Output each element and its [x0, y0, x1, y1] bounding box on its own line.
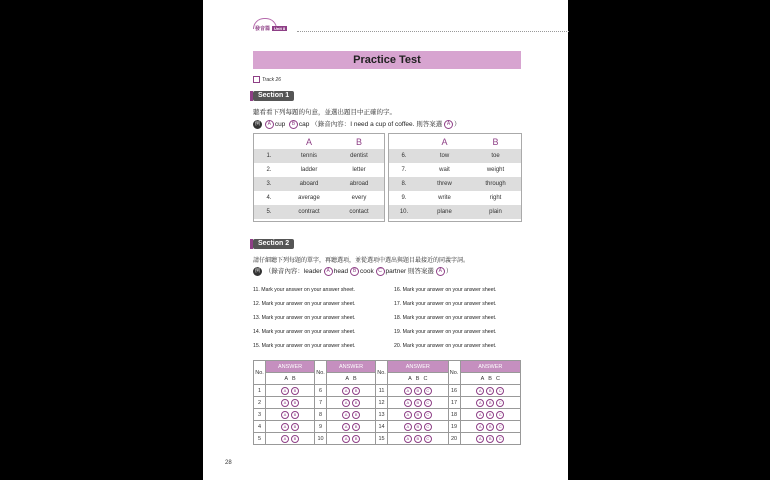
answer-bubble[interactable]: B	[291, 423, 299, 431]
answer-label: ANSWER	[460, 361, 520, 373]
word-b: plain	[470, 205, 521, 219]
answer-bubble[interactable]: C	[424, 411, 432, 419]
header-blank	[254, 134, 284, 149]
word-a: contract	[284, 205, 334, 219]
item-number: 4.	[266, 195, 272, 201]
word-b: contact	[334, 205, 384, 219]
column-b-header: B	[355, 136, 362, 147]
answer-bubble[interactable]: A	[476, 387, 484, 395]
answer-header-row	[254, 361, 521, 373]
question-item: 13. Mark your answer on your answer sheet.	[253, 315, 356, 321]
section-1-instruction: 聽看看下列每題的句意，並選出題目中正確的字。	[253, 109, 396, 116]
answer-options-row	[254, 373, 521, 385]
answer-number: 11	[376, 385, 388, 397]
answer-number: 2	[254, 397, 266, 409]
answer-number: 7	[315, 397, 327, 409]
answer-bubbles	[327, 421, 376, 433]
answer-bubble[interactable]: B	[486, 387, 494, 395]
vocab-row	[254, 149, 384, 163]
answer-bubble[interactable]: A	[342, 399, 350, 407]
example-a-text: head	[333, 268, 349, 275]
answer-number: 1	[254, 385, 266, 397]
word-b: abroad	[334, 177, 384, 191]
answer-bubbles	[388, 433, 448, 445]
answer-label: ANSWER	[388, 361, 448, 373]
column-a-header: A	[441, 136, 448, 147]
header-label: 發音篇	[255, 26, 271, 32]
answer-bubbles	[388, 421, 448, 433]
answer-bubble[interactable]: A	[281, 411, 289, 419]
item-number: 5.	[254, 205, 284, 219]
item-number: 8.	[389, 177, 419, 191]
answer-row	[254, 385, 521, 397]
option-letter: A	[480, 375, 485, 382]
track-text: Track 26	[262, 76, 282, 83]
answer-bubble[interactable]: A	[404, 423, 412, 431]
section-2-instruction: 請仔細聽下列每題的單字，再聽選項，並從選項中選出與題目最接近的同義字詞。	[253, 258, 470, 264]
answer-bubbles	[266, 409, 315, 421]
no-label: No.	[448, 361, 460, 385]
vocab-row	[254, 205, 384, 219]
answer-bubbles	[266, 397, 315, 409]
header-dotted-line	[297, 31, 569, 32]
answer-bubble[interactable]: A	[404, 399, 412, 407]
no-label: No.	[376, 361, 388, 385]
section-2-example	[253, 266, 452, 276]
vocab-row	[389, 191, 521, 205]
answer-bubble[interactable]: A	[404, 411, 412, 419]
answer-number: 19	[448, 421, 460, 433]
option-b-icon: B	[350, 267, 359, 276]
answer-bubbles	[327, 385, 376, 397]
answer-bubble[interactable]: A	[404, 435, 412, 443]
item-number: 1.	[254, 149, 284, 163]
option-letter: B	[488, 375, 492, 382]
example-icon: 例	[254, 120, 260, 127]
answer-number: 12	[376, 397, 388, 409]
answer-bubbles	[266, 421, 315, 433]
answer-number: 5	[254, 433, 266, 445]
answer-row	[254, 397, 521, 409]
answer-bubble[interactable]: A	[476, 435, 484, 443]
page-title: Practice Test	[253, 51, 521, 69]
option-letter: B	[292, 375, 296, 382]
answer-bubble[interactable]: B	[352, 387, 360, 395]
example-recording-text: （錄音內容：leader	[264, 268, 322, 275]
answer-bubbles	[388, 409, 448, 421]
vocab-table-right	[389, 134, 521, 219]
vocab-row	[254, 163, 384, 177]
word-b: dentist	[334, 149, 384, 163]
answer-bubble[interactable]: B	[414, 411, 422, 419]
question-item: 17. Mark your answer on your answer sheet.	[394, 301, 497, 307]
answer-bubbles	[460, 433, 520, 445]
question-item: 12. Mark your answer on your answer sheet.	[253, 301, 356, 307]
vocab-row	[389, 177, 521, 191]
audio-track-icon	[253, 76, 260, 83]
question-item: 16. Mark your answer on your answer sheet.	[394, 287, 497, 293]
word-a: plane	[419, 205, 470, 219]
column-b-header: B	[492, 136, 499, 147]
word-a: tow	[419, 149, 470, 163]
answer-bubble[interactable]: C	[424, 435, 432, 443]
section-2-heading: Section 2	[253, 239, 294, 249]
word-a: wait	[439, 167, 450, 173]
option-letter: C	[495, 375, 500, 382]
answer-number: 15	[376, 433, 388, 445]
answer-bubbles	[460, 385, 520, 397]
answer-bubbles	[327, 433, 376, 445]
page-number: 28	[225, 460, 232, 466]
answer-bubble[interactable]: A	[281, 399, 289, 407]
word-a: ladder	[300, 167, 318, 173]
word-b: every	[351, 195, 367, 201]
question-item: 20. Mark your answer on your answer sheet.	[394, 343, 497, 349]
vocab-row	[254, 191, 384, 205]
word-b: weight	[486, 167, 505, 173]
answer-bubble[interactable]: B	[414, 387, 422, 395]
option-letter: A	[345, 375, 350, 382]
header-blank	[389, 134, 419, 149]
answer-number: 9	[315, 421, 327, 433]
answer-bubble[interactable]: A	[281, 387, 289, 395]
answer-bubbles	[327, 409, 376, 421]
answer-label: ANSWER	[327, 361, 376, 373]
answer-row	[254, 421, 521, 433]
option-letters	[327, 373, 376, 385]
unit-badge: Unit 8	[274, 26, 286, 31]
vocab-header-row	[389, 134, 521, 149]
answer-bubbles	[388, 385, 448, 397]
answer-label: ANSWER	[266, 361, 315, 373]
answer-bubble[interactable]: B	[291, 387, 299, 395]
answer-number: 6	[315, 385, 327, 397]
answer-number: 10	[315, 433, 327, 445]
answer-bubbles	[266, 433, 315, 445]
answer-bubbles	[327, 397, 376, 409]
word-b: letter	[352, 167, 366, 173]
word-a: aboard	[284, 177, 334, 191]
answer-bubble[interactable]: C	[496, 435, 504, 443]
answer-number: 20	[448, 433, 460, 445]
answer-bubble[interactable]: B	[291, 435, 299, 443]
question-item: 18. Mark your answer on your answer sheet.	[394, 315, 497, 321]
option-letter: A	[408, 375, 412, 382]
answer-bubble[interactable]: B	[352, 411, 360, 419]
track-label	[253, 76, 281, 83]
answer-bubble[interactable]: A	[476, 411, 484, 419]
option-letter: A	[284, 375, 289, 382]
answer-bubble[interactable]: B	[291, 399, 299, 407]
answer-a-icon: A	[436, 267, 445, 276]
word-a: write	[438, 195, 451, 201]
answer-number: 18	[448, 409, 460, 421]
answer-bubble[interactable]: C	[496, 411, 504, 419]
option-b-icon: B	[289, 120, 298, 129]
vocab-table-left	[254, 134, 384, 219]
no-label: No.	[315, 361, 327, 385]
option-a-icon: A	[265, 120, 274, 129]
answer-bubble[interactable]: A	[342, 387, 350, 395]
answer-bubble[interactable]: C	[424, 399, 432, 407]
answer-bubbles	[460, 421, 520, 433]
column-a-header: A	[305, 136, 312, 147]
answer-number: 8	[315, 409, 327, 421]
answer-bubble[interactable]: A	[342, 423, 350, 431]
example-a-text: cup	[274, 121, 286, 128]
answer-number: 3	[254, 409, 266, 421]
option-letters	[266, 373, 315, 385]
option-letter: B	[415, 375, 420, 382]
word-a: tennis	[284, 149, 334, 163]
answer-bubble[interactable]: B	[352, 399, 360, 407]
option-a-icon: A	[324, 267, 333, 276]
vocab-row	[254, 177, 384, 191]
answer-bubble[interactable]: B	[486, 423, 494, 431]
item-number: 10.	[389, 205, 419, 219]
option-letter: C	[423, 375, 428, 382]
answer-bubble[interactable]: C	[496, 387, 504, 395]
answer-bubble[interactable]: B	[486, 411, 494, 419]
option-letters	[388, 373, 448, 385]
example-b-text: cap	[298, 121, 310, 128]
answer-bubble[interactable]: A	[404, 387, 412, 395]
page-header	[255, 25, 287, 32]
no-label: No.	[254, 361, 266, 385]
word-b: right	[489, 195, 502, 201]
book-page	[203, 0, 568, 480]
word-a: average	[298, 195, 320, 201]
example-end: ）	[454, 121, 461, 128]
answer-bubble[interactable]: B	[291, 411, 299, 419]
answer-bubbles	[460, 409, 520, 421]
item-number: 7.	[401, 167, 407, 173]
vocab-row	[389, 205, 521, 219]
answer-bubble[interactable]: C	[496, 399, 504, 407]
question-item: 19. Mark your answer on your answer sheet.	[394, 329, 497, 335]
answer-bubble[interactable]: B	[486, 435, 494, 443]
answer-bubble[interactable]: C	[424, 387, 432, 395]
answer-row	[254, 433, 521, 445]
question-item: 11. Mark your answer on your answer sheet.	[253, 287, 355, 293]
answer-number: 16	[448, 385, 460, 397]
answer-bubble[interactable]: A	[342, 411, 350, 419]
answer-number: 4	[254, 421, 266, 433]
word-b: through	[470, 177, 521, 191]
answer-bubble[interactable]: B	[414, 399, 422, 407]
example-c-text: partner 則答案選	[385, 268, 434, 275]
answer-number: 13	[376, 409, 388, 421]
question-item: 14. Mark your answer on your answer sheet.	[253, 329, 356, 335]
answer-bubble[interactable]: B	[352, 423, 360, 431]
answer-bubble[interactable]: C	[424, 423, 432, 431]
answer-bubbles	[460, 397, 520, 409]
example-b-text: cook	[359, 268, 374, 275]
item-number: 3.	[254, 177, 284, 191]
answer-bubble[interactable]: A	[281, 423, 289, 431]
item-number: 9.	[401, 195, 407, 201]
item-number: 2.	[266, 167, 272, 173]
answer-bubble[interactable]: C	[496, 423, 504, 431]
option-c-icon: C	[376, 267, 385, 276]
question-item: 15. Mark your answer on your answer sheet.	[253, 343, 356, 349]
section-1-heading: Section 1	[253, 91, 294, 101]
example-end: ）	[445, 268, 453, 275]
vocab-header-row	[254, 134, 384, 149]
item-number: 6.	[389, 149, 419, 163]
section-1-example	[253, 119, 461, 129]
option-letters	[460, 373, 520, 385]
answer-number: 14	[376, 421, 388, 433]
word-b: toe	[470, 149, 521, 163]
option-letter: B	[353, 375, 357, 382]
answer-number: 17	[448, 397, 460, 409]
answer-bubble[interactable]: A	[342, 435, 350, 443]
answer-bubble[interactable]: B	[352, 435, 360, 443]
answer-bubble[interactable]: B	[414, 423, 422, 431]
answer-bubbles	[388, 397, 448, 409]
answer-bubble[interactable]: B	[486, 399, 494, 407]
answer-bubble[interactable]: B	[414, 435, 422, 443]
vocab-row	[389, 163, 521, 177]
answer-bubbles	[266, 385, 315, 397]
answer-row	[254, 409, 521, 421]
answer-bubble[interactable]: A	[281, 435, 289, 443]
answer-sheet	[253, 360, 521, 445]
vocab-row	[389, 149, 521, 163]
example-recording-text: （錄音內容：I need a cup of coffee. 則答案選	[311, 121, 443, 128]
answer-bubble[interactable]: A	[476, 399, 484, 407]
example-icon: 例	[254, 267, 260, 274]
answer-a-icon: A	[444, 120, 453, 129]
word-a: threw	[419, 177, 470, 191]
answer-bubble[interactable]: A	[476, 423, 484, 431]
